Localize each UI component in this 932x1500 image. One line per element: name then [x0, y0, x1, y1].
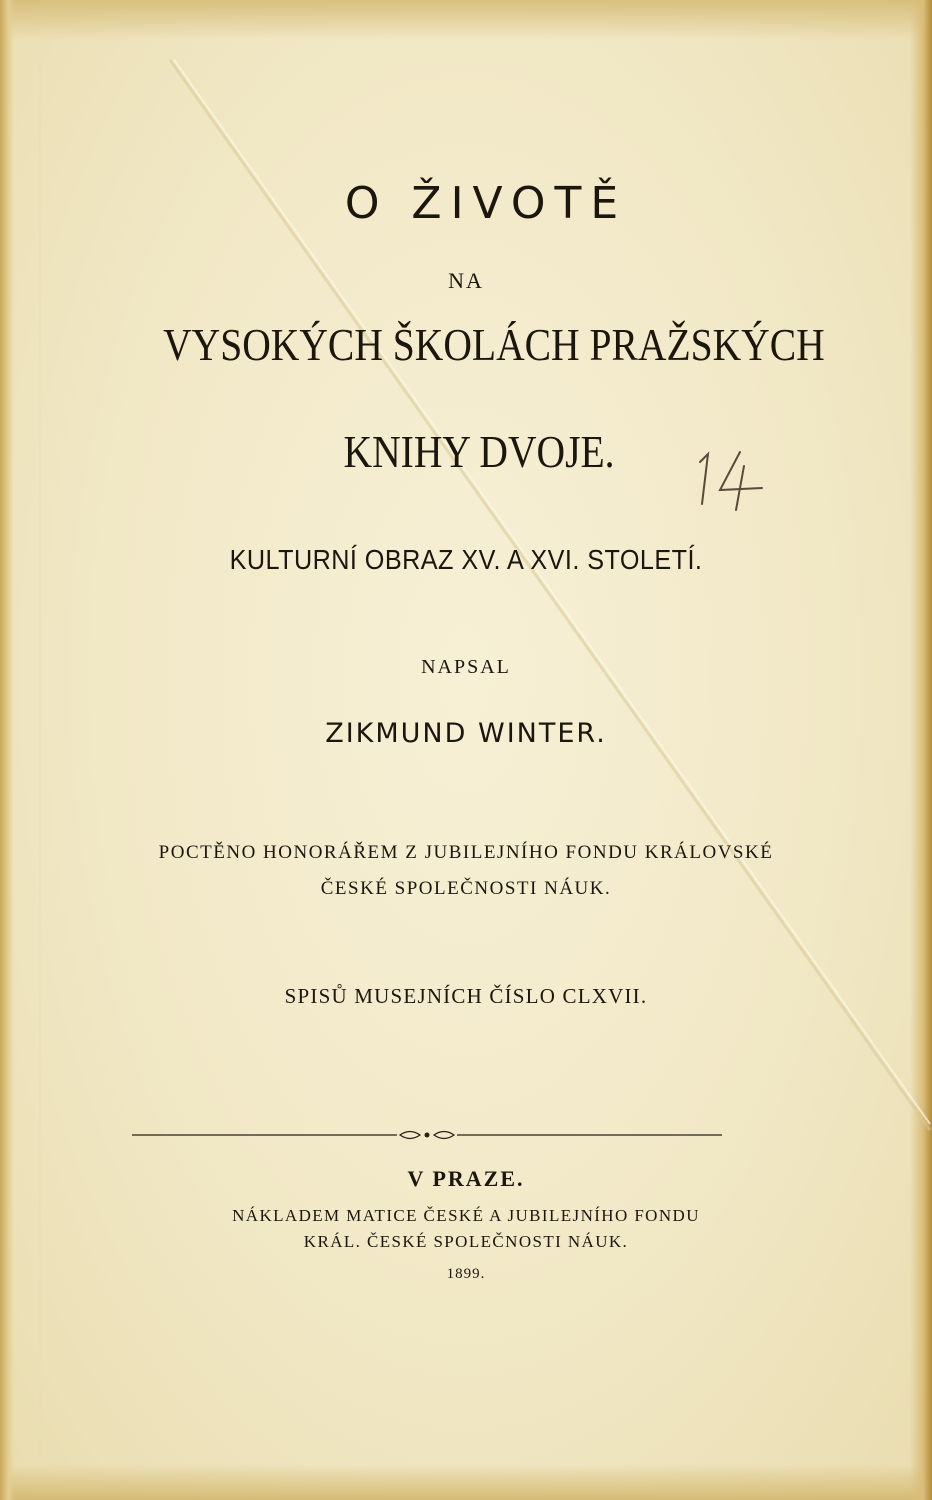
author-name: ZIKMUND WINTER.: [325, 718, 607, 749]
publisher-line-1: NÁKLADEM MATICE ČESKÉ A JUBILEJNÍHO FONDU: [232, 1206, 700, 1225]
paper-edge-top: [0, 0, 932, 40]
honor-note-line-1: POCTĚNO HONORÁŘEM Z JUBILEJNÍHO FONDU KRÁLOVSKÉ: [158, 842, 774, 863]
publication-year: 1899.: [446, 1266, 486, 1282]
ornamental-rule: [132, 1126, 722, 1144]
volumes-note: KNIHY DVOJE.: [343, 426, 615, 477]
subtitle: KULTURNÍ OBRAZ XV. A XVI. STOLETÍ.: [229, 544, 703, 575]
title-connector: NA: [448, 268, 484, 293]
series-number: SPISŮ MUSEJNÍCH ČÍSLO CLXVII.: [284, 984, 648, 1008]
publisher-line-2: KRÁL. ČESKÉ SPOLEČNOSTI NÁUK.: [303, 1232, 629, 1251]
imprint-place: V PRAZE.: [407, 1166, 525, 1191]
written-by-label: NAPSAL: [421, 656, 511, 678]
book-title: O ŽIVOTĚ: [344, 178, 628, 229]
handwritten-mark-14: [692, 444, 772, 514]
honor-note-line-2: ČESKÉ SPOLEČNOSTI NÁUK.: [320, 878, 612, 899]
main-title: VYSOKÝCH ŠKOLÁCH PRAŽSKÝCH: [163, 319, 825, 370]
paper-edge-bottom: [0, 1464, 932, 1500]
